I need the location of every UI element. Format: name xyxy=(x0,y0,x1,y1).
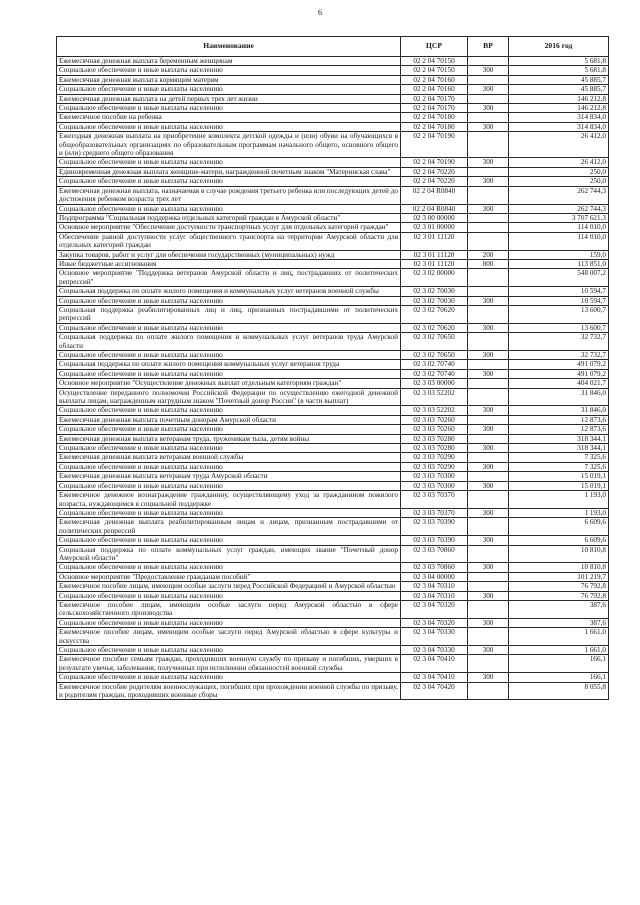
row-vr-cell xyxy=(468,287,509,296)
row-vr-cell xyxy=(468,167,509,176)
row-vr-cell: 300 xyxy=(468,122,509,131)
row-vr-cell xyxy=(468,472,509,481)
row-vr-cell: 300 xyxy=(468,536,509,545)
row-csr-cell: 02 3 03 70370 xyxy=(401,508,468,517)
table-row xyxy=(57,453,609,462)
header-name: Наименование xyxy=(57,37,401,57)
row-value-cell: 10 810,8 xyxy=(509,545,609,563)
row-value-cell: 12 873,6 xyxy=(509,425,609,434)
table-row xyxy=(57,158,609,167)
row-value-cell: 6 609,6 xyxy=(509,536,609,545)
row-vr-cell: 300 xyxy=(468,618,509,627)
row-csr-cell: 02 2 04 70220 xyxy=(401,177,468,186)
table-row xyxy=(57,94,609,103)
row-vr-cell: 300 xyxy=(468,158,509,167)
row-value-cell: 1 661,0 xyxy=(509,646,609,655)
table-row xyxy=(57,323,609,332)
table-row xyxy=(57,462,609,471)
row-vr-cell xyxy=(468,415,509,424)
table-row xyxy=(57,122,609,131)
table-row xyxy=(57,132,609,158)
row-csr-cell: 02 2 04 70160 xyxy=(401,85,468,94)
row-csr-cell: 02 3 02 00000 xyxy=(401,269,468,287)
row-vr-cell: 300 xyxy=(468,462,509,471)
row-csr-cell: 02 3 03 70860 xyxy=(401,563,468,572)
row-vr-cell: 300 xyxy=(468,673,509,682)
table-row xyxy=(57,259,609,268)
row-name-cell: Ежемесячная денежная выплата на детей первых трех лет жизни xyxy=(57,94,401,103)
header-year: 2016 год xyxy=(509,37,609,57)
row-csr-cell: 02 3 03 70280 xyxy=(401,434,468,443)
row-name-cell: Ежемесячная денежная выплата реабилитированным лицам и лицам, признанным пострадавшими от политических репрессий xyxy=(57,518,401,536)
row-value-cell: 32 732,7 xyxy=(509,351,609,360)
row-value-cell: 387,6 xyxy=(509,618,609,627)
table-row xyxy=(57,186,609,204)
row-vr-cell: 300 xyxy=(468,351,509,360)
row-csr-cell: 02 3 01 11120 xyxy=(401,250,468,259)
row-value-cell: 113 851,0 xyxy=(509,259,609,268)
row-csr-cell: 02 3 04 70320 xyxy=(401,600,468,618)
row-value-cell: 318 344,1 xyxy=(509,444,609,453)
row-vr-cell: 300 xyxy=(468,591,509,600)
row-vr-cell: 300 xyxy=(468,85,509,94)
row-csr-cell: 02 2 04 70170 xyxy=(401,94,468,103)
row-value-cell: 10 594,7 xyxy=(509,296,609,305)
row-vr-cell xyxy=(468,94,509,103)
table-row xyxy=(57,563,609,572)
row-value-cell: 26 412,0 xyxy=(509,158,609,167)
row-name-cell: Социальное обеспечение и иные выплаты населению xyxy=(57,425,401,434)
row-vr-cell xyxy=(468,75,509,84)
row-value-cell: 548 007,2 xyxy=(509,269,609,287)
table-row xyxy=(57,204,609,213)
row-csr-cell: 02 3 04 70420 xyxy=(401,682,468,700)
row-csr-cell: 02 3 02 70620 xyxy=(401,323,468,332)
row-value-cell: 5 681,8 xyxy=(509,66,609,75)
row-value-cell: 114 010,0 xyxy=(509,223,609,232)
row-csr-cell: 02 3 02 70740 xyxy=(401,369,468,378)
row-name-cell: Социальное обеспечение и иные выплаты населению xyxy=(57,323,401,332)
row-vr-cell xyxy=(468,388,509,406)
row-csr-cell: 02 3 04 70310 xyxy=(401,591,468,600)
table-row xyxy=(57,682,609,700)
row-name-cell: Основное мероприятие "Обеспечение доступности транспортных услуг для отдельных категорий граждан" xyxy=(57,223,401,232)
table-row xyxy=(57,360,609,369)
table-row xyxy=(57,545,609,563)
table-row xyxy=(57,425,609,434)
row-name-cell: Социальное обеспечение и иные выплаты населению xyxy=(57,177,401,186)
row-vr-cell: 300 xyxy=(468,369,509,378)
row-vr-cell xyxy=(468,223,509,232)
row-name-cell: Социальное обеспечение и иные выплаты населению xyxy=(57,508,401,517)
row-csr-cell: 02 3 03 70290 xyxy=(401,453,468,462)
table-row xyxy=(57,655,609,673)
row-csr-cell: 02 3 02 70650 xyxy=(401,351,468,360)
row-name-cell: Социальное обеспечение и иные выплаты населению xyxy=(57,673,401,682)
table-row xyxy=(57,491,609,509)
row-value-cell: 15 019,1 xyxy=(509,481,609,490)
row-value-cell: 250,0 xyxy=(509,177,609,186)
row-value-cell: 8 055,8 xyxy=(509,682,609,700)
row-vr-cell xyxy=(468,57,509,66)
row-csr-cell: 02 2 04 70150 xyxy=(401,57,468,66)
budget-table xyxy=(56,36,609,700)
row-value-cell: 491 079,2 xyxy=(509,369,609,378)
row-value-cell: 45 885,7 xyxy=(509,85,609,94)
row-name-cell: Социальное обеспечение и иные выплаты населению xyxy=(57,536,401,545)
row-value-cell: 262 744,3 xyxy=(509,204,609,213)
row-csr-cell: 02 3 03 70260 xyxy=(401,415,468,424)
table-row xyxy=(57,406,609,415)
row-name-cell: Ежемесячное денежное вознаграждение гражданину, осуществляющему уход за гражданином пожилого возраста, нуждающимся в социальной поддержке xyxy=(57,491,401,509)
row-csr-cell: 02 3 02 70650 xyxy=(401,333,468,351)
row-name-cell: Социальное обеспечение и иные выплаты населению xyxy=(57,296,401,305)
row-value-cell: 314 834,0 xyxy=(509,113,609,122)
row-value-cell: 114 010,0 xyxy=(509,232,609,250)
row-name-cell: Социальное обеспечение и иные выплаты населению xyxy=(57,462,401,471)
table-row xyxy=(57,177,609,186)
table-row xyxy=(57,415,609,424)
table-row xyxy=(57,287,609,296)
row-name-cell: Подпрограмма "Социальная поддержка отдельных категорий граждан в Амурской области" xyxy=(57,213,401,222)
row-name-cell: Социальное обеспечение и иные выплаты населению xyxy=(57,66,401,75)
row-value-cell: 101 219,7 xyxy=(509,572,609,581)
row-name-cell: Ежегодная денежная выплата на приобретение комплекта детской одежды и (или) обуви на обучающихся в общеобразовательных организациях по образовательным программам начального общего, основного общего и (или) среднего общего образования xyxy=(57,132,401,158)
row-csr-cell: 02 3 04 70330 xyxy=(401,646,468,655)
row-vr-cell: 300 xyxy=(468,444,509,453)
row-vr-cell xyxy=(468,600,509,618)
row-csr-cell: 02 3 04 70310 xyxy=(401,582,468,591)
row-csr-cell: 02 3 02 70030 xyxy=(401,287,468,296)
table-header-row xyxy=(57,37,609,57)
table-row xyxy=(57,646,609,655)
row-vr-cell xyxy=(468,333,509,351)
row-vr-cell xyxy=(468,132,509,158)
row-vr-cell xyxy=(468,434,509,443)
table-row xyxy=(57,113,609,122)
table-row xyxy=(57,508,609,517)
row-vr-cell xyxy=(468,213,509,222)
table-row xyxy=(57,379,609,388)
row-vr-cell: 300 xyxy=(468,177,509,186)
row-vr-cell xyxy=(468,453,509,462)
row-value-cell: 404 021,7 xyxy=(509,379,609,388)
page-number: 6 xyxy=(318,8,322,17)
row-name-cell: Социальное обеспечение и иные выплаты населению xyxy=(57,591,401,600)
row-value-cell: 166,1 xyxy=(509,673,609,682)
table-row xyxy=(57,85,609,94)
table-row xyxy=(57,444,609,453)
row-name-cell: Социальное обеспечение и иные выплаты населению xyxy=(57,104,401,113)
table-row xyxy=(57,388,609,406)
table-row xyxy=(57,57,609,66)
row-csr-cell: 02 2 04 R0840 xyxy=(401,186,468,204)
row-name-cell: Социальное обеспечение и иные выплаты населению xyxy=(57,85,401,94)
row-vr-cell xyxy=(468,269,509,287)
row-vr-cell: 300 xyxy=(468,646,509,655)
row-name-cell: Социальное обеспечение и иные выплаты населению xyxy=(57,204,401,213)
row-name-cell: Социальная поддержка по оплате жилого помещения и коммунальных услуг ветеранов военной службы xyxy=(57,287,401,296)
row-value-cell: 12 873,6 xyxy=(509,415,609,424)
row-value-cell: 1 193,0 xyxy=(509,491,609,509)
row-value-cell: 314 834,0 xyxy=(509,122,609,131)
row-csr-cell: 02 3 00 00000 xyxy=(401,213,468,222)
row-name-cell: Социальное обеспечение и иные выплаты населению xyxy=(57,406,401,415)
row-name-cell: Единовременная денежная выплата женщине-матери, награжденной почетным знаком "Материнская слава" xyxy=(57,167,401,176)
table-row xyxy=(57,628,609,646)
row-vr-cell xyxy=(468,545,509,563)
row-csr-cell: 02 3 04 70320 xyxy=(401,618,468,627)
row-value-cell: 146 212,8 xyxy=(509,104,609,113)
row-name-cell: Ежемесячное пособие лицам, имеющим особые заслуги перед Российской Федерацией и Амурской областью xyxy=(57,582,401,591)
table-row xyxy=(57,536,609,545)
row-value-cell: 26 412,0 xyxy=(509,132,609,158)
table-row xyxy=(57,600,609,618)
row-value-cell: 491 079,2 xyxy=(509,360,609,369)
row-csr-cell: 02 3 03 00000 xyxy=(401,379,468,388)
table-row xyxy=(57,269,609,287)
row-value-cell: 76 792,8 xyxy=(509,582,609,591)
row-vr-cell: 300 xyxy=(468,508,509,517)
row-csr-cell: 02 3 02 70030 xyxy=(401,296,468,305)
row-csr-cell: 02 3 03 70300 xyxy=(401,481,468,490)
row-name-cell: Ежемесячная денежная выплата беременным женщинам xyxy=(57,57,401,66)
row-name-cell: Социальное обеспечение и иные выплаты населению xyxy=(57,563,401,572)
row-csr-cell: 02 3 01 11120 xyxy=(401,259,468,268)
row-value-cell: 262 744,3 xyxy=(509,186,609,204)
row-vr-cell: 300 xyxy=(468,481,509,490)
row-name-cell: Ежемесячное пособие лицам, имеющим особые заслуги перед Амурской областью в сфере сельскохозяйственного производства xyxy=(57,600,401,618)
row-name-cell: Социальная поддержка реабилитированных лиц и лиц, признанных пострадавшими от политических репрессий xyxy=(57,305,401,323)
row-vr-cell: 300 xyxy=(468,323,509,332)
row-vr-cell: 300 xyxy=(468,204,509,213)
row-csr-cell: 02 3 03 52202 xyxy=(401,388,468,406)
row-name-cell: Ежемесячное пособие лицам, имеющим особые заслуги перед Амурской областью в сфере культуры и искусства xyxy=(57,628,401,646)
table-row xyxy=(57,369,609,378)
row-value-cell: 13 600,7 xyxy=(509,305,609,323)
table-row xyxy=(57,296,609,305)
row-value-cell: 10 810,8 xyxy=(509,563,609,572)
row-csr-cell: 02 3 03 70290 xyxy=(401,462,468,471)
row-value-cell: 1 661,0 xyxy=(509,628,609,646)
row-name-cell: Основное мероприятие "Предоставление гражданам пособий" xyxy=(57,572,401,581)
table-row xyxy=(57,213,609,222)
row-vr-cell xyxy=(468,305,509,323)
row-csr-cell: 02 3 02 70740 xyxy=(401,360,468,369)
row-name-cell: Социальное обеспечение и иные выплаты населению xyxy=(57,618,401,627)
row-csr-cell: 02 3 03 52202 xyxy=(401,406,468,415)
table-row xyxy=(57,434,609,443)
table-row xyxy=(57,472,609,481)
row-name-cell: Обеспечение равной доступности услуг общественного транспорта на территории Амурской области для отдельных категорий граждан xyxy=(57,232,401,250)
table-row xyxy=(57,104,609,113)
row-vr-cell xyxy=(468,628,509,646)
row-name-cell: Социальная поддержка по оплате жилого помещения и коммунальных услуг ветеранов труда Амурской области xyxy=(57,333,401,351)
row-name-cell: Ежемесячное пособие на ребенка xyxy=(57,113,401,122)
row-csr-cell: 02 2 04 70170 xyxy=(401,104,468,113)
header-vr: ВР xyxy=(468,37,509,57)
row-vr-cell: 200 xyxy=(468,250,509,259)
row-name-cell: Закупка товаров, работ и услуг для обеспечения государственных (муниципальных) нужд xyxy=(57,250,401,259)
table-row xyxy=(57,618,609,627)
table-row xyxy=(57,351,609,360)
row-vr-cell xyxy=(468,655,509,673)
row-name-cell: Социальная поддержка по оплате жилого помещения коммунальных услуг ветеранов труда xyxy=(57,360,401,369)
table-row xyxy=(57,66,609,75)
row-csr-cell: 02 2 04 70180 xyxy=(401,122,468,131)
row-vr-cell: 300 xyxy=(468,425,509,434)
row-value-cell: 3 707 621,3 xyxy=(509,213,609,222)
row-name-cell: Социальное обеспечение и иные выплаты населению xyxy=(57,351,401,360)
table-row xyxy=(57,518,609,536)
row-csr-cell: 02 3 04 70330 xyxy=(401,628,468,646)
row-value-cell: 159,0 xyxy=(509,250,609,259)
row-vr-cell xyxy=(468,682,509,700)
row-csr-cell: 02 3 03 70370 xyxy=(401,491,468,509)
row-vr-cell xyxy=(468,360,509,369)
table-row xyxy=(57,333,609,351)
row-vr-cell: 300 xyxy=(468,66,509,75)
row-value-cell: 7 325,6 xyxy=(509,453,609,462)
row-vr-cell xyxy=(468,113,509,122)
row-csr-cell: 02 3 02 70620 xyxy=(401,305,468,323)
table-row xyxy=(57,250,609,259)
row-value-cell: 13 600,7 xyxy=(509,323,609,332)
row-vr-cell: 300 xyxy=(468,104,509,113)
row-csr-cell: 02 3 03 70390 xyxy=(401,518,468,536)
row-vr-cell xyxy=(468,518,509,536)
table-row xyxy=(57,591,609,600)
row-value-cell: 10 594,7 xyxy=(509,287,609,296)
row-value-cell: 15 019,1 xyxy=(509,472,609,481)
row-csr-cell: 02 2 04 70190 xyxy=(401,158,468,167)
row-name-cell: Социальное обеспечение и иные выплаты населению xyxy=(57,122,401,131)
row-value-cell: 45 885,7 xyxy=(509,75,609,84)
row-csr-cell: 02 3 03 70300 xyxy=(401,472,468,481)
row-vr-cell xyxy=(468,186,509,204)
row-csr-cell: 02 3 01 00000 xyxy=(401,223,468,232)
row-vr-cell xyxy=(468,491,509,509)
row-csr-cell: 02 2 04 R0840 xyxy=(401,204,468,213)
table-row xyxy=(57,481,609,490)
row-value-cell: 6 609,6 xyxy=(509,518,609,536)
row-name-cell: Ежемесячная денежная выплата, назначаемая в случае рождения третьего ребенка или последующих детей до достижения ребенком возраста трех лет xyxy=(57,186,401,204)
row-vr-cell: 300 xyxy=(468,563,509,572)
row-vr-cell: 300 xyxy=(468,406,509,415)
row-csr-cell: 02 3 03 70260 xyxy=(401,425,468,434)
row-name-cell: Социальное обеспечение и иные выплаты населению xyxy=(57,481,401,490)
row-value-cell: 31 846,0 xyxy=(509,406,609,415)
table-row xyxy=(57,167,609,176)
table-row xyxy=(57,673,609,682)
row-name-cell: Социальное обеспечение и иные выплаты населению xyxy=(57,444,401,453)
table-row xyxy=(57,305,609,323)
row-csr-cell: 02 3 03 70860 xyxy=(401,545,468,563)
row-name-cell: Ежемесячная денежная выплата ветеранам труда, труженикам тыла, детям войны xyxy=(57,434,401,443)
row-csr-cell: 02 3 03 70390 xyxy=(401,536,468,545)
row-value-cell: 250,0 xyxy=(509,167,609,176)
row-name-cell: Ежемесячная денежная выплата ветеранам военной службы xyxy=(57,453,401,462)
table-row xyxy=(57,572,609,581)
row-name-cell: Основное мероприятие "Поддержка ветеранов Амурской области и лиц, пострадавших от политических репрессий" xyxy=(57,269,401,287)
row-vr-cell xyxy=(468,572,509,581)
row-csr-cell: 02 3 04 00000 xyxy=(401,572,468,581)
row-name-cell: Социальная поддержка по оплате коммунальных услуг граждан, имеющих звание "Почетный донор Амурской области" xyxy=(57,545,401,563)
row-name-cell: Социальное обеспечение и иные выплаты населению xyxy=(57,646,401,655)
row-name-cell: Иные бюджетные ассигнования xyxy=(57,259,401,268)
row-name-cell: Основное мероприятие "Осуществление денежных выплат отдельным категориям граждан" xyxy=(57,379,401,388)
row-value-cell: 1 193,0 xyxy=(509,508,609,517)
row-vr-cell: 800 xyxy=(468,259,509,268)
row-name-cell: Ежемесячное пособие семьям граждан, проходивших военную службу по призыву и погибших, умерших в результате увечья, заболевания, полученных при исполнении обязанностей военной службы xyxy=(57,655,401,673)
row-vr-cell xyxy=(468,582,509,591)
row-vr-cell: 300 xyxy=(468,296,509,305)
header-csr: ЦСР xyxy=(401,37,468,57)
row-name-cell: Ежемесячное пособие родителям военнослужащих, погибших при прохождении военной службы по призыву, и родителям граждан, проходивших военные сборы xyxy=(57,682,401,700)
row-csr-cell: 02 2 04 70190 xyxy=(401,132,468,158)
row-csr-cell: 02 2 04 70220 xyxy=(401,167,468,176)
table-row xyxy=(57,223,609,232)
row-csr-cell: 02 2 04 70160 xyxy=(401,75,468,84)
row-csr-cell: 02 3 04 70410 xyxy=(401,655,468,673)
row-csr-cell: 02 3 01 11120 xyxy=(401,232,468,250)
row-name-cell: Ежемесячная денежная выплата почетным донорам Амурской области xyxy=(57,415,401,424)
row-name-cell: Ежемесячная денежная выплата ветеранам труда Амурской области xyxy=(57,472,401,481)
row-value-cell: 5 681,8 xyxy=(509,57,609,66)
row-value-cell: 76 792,8 xyxy=(509,591,609,600)
row-csr-cell: 02 2 04 70180 xyxy=(401,113,468,122)
row-value-cell: 166,1 xyxy=(509,655,609,673)
row-name-cell: Социальное обеспечение и иные выплаты населению xyxy=(57,158,401,167)
row-value-cell: 387,6 xyxy=(509,600,609,618)
table-row xyxy=(57,75,609,84)
row-name-cell: Осуществление переданного полномочия Российской Федерации по осуществлению ежегодной денежной выплаты лицам, награжденным нагрудным знаком "Почетный донор России" (в части выплат) xyxy=(57,388,401,406)
row-value-cell: 318 344,1 xyxy=(509,434,609,443)
row-csr-cell: 02 2 04 70150 xyxy=(401,66,468,75)
table-row xyxy=(57,232,609,250)
row-value-cell: 7 325,6 xyxy=(509,462,609,471)
table-body xyxy=(57,57,609,700)
row-csr-cell: 02 3 03 70280 xyxy=(401,444,468,453)
table-row xyxy=(57,582,609,591)
row-value-cell: 31 846,0 xyxy=(509,388,609,406)
row-vr-cell xyxy=(468,232,509,250)
row-name-cell: Ежемесячная денежная выплата кормящим матерям xyxy=(57,75,401,84)
row-name-cell: Социальное обеспечение и иные выплаты населению xyxy=(57,369,401,378)
row-vr-cell xyxy=(468,379,509,388)
row-value-cell: 32 732,7 xyxy=(509,333,609,351)
row-csr-cell: 02 3 04 70410 xyxy=(401,673,468,682)
row-value-cell: 146 212,8 xyxy=(509,94,609,103)
